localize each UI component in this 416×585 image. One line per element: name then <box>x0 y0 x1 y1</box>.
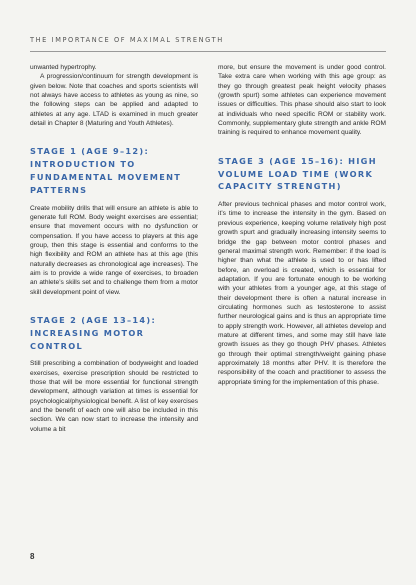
paragraph-progression: A progression/continuum for strength development is given below. Note that coaches and sports scientists will not always have access to athletes as young as nine, so the following steps can be applied and adapted to athletes at any age. LTAD is examined in much greater detail in Chapter 8 (Maturing and Youth Athletes). <box>30 73 198 128</box>
paragraph-intro-continued: unwanted hypertrophy. <box>30 64 97 71</box>
stage-3-body: After previous technical phases and motor control work, it’s time to increase the intensity in the gym. Based on previous experience, keeping volume relatively high post growth spurt and gradually increasing intensity seems to bridge the gap between motor control phases and general maximal strength work. Remember: if the load is higher than what the athlete is used to or has lifted before, an overload is created, which is essential for adaptation. If you are fortunate enough to be working with your athletes from a younger age, at this stage of their development there is often a natural increase in circulating hormones such as testosterone to assist further neurological gains and is thus an appropriate time to apply strength work. However, all athletes develop and mature at different times, and some may still have late growth issues as they go though PHV phases. Athletes go through their optimal strength/weight gaining phase approximately 18 months after PHV. It is therefore the responsibility of the coach and practitioner to assess the appropriate timing for the implementation of this phase. <box>218 201 386 386</box>
stage-1-heading: STAGE 1 (AGE 9–12): INTRODUCTION TO FUNDAMENTAL MOVEMENT PATTERNS <box>30 146 182 195</box>
left-column <box>30 63 198 434</box>
paragraph-stage-2-continued: more, but ensure the movement is under good control. Take extra care when working with this age group: as they go through greatest peak height velocity phases (growth spurt) some athletes can experience movement issues or difficulties. This phase should also start to look at individuals who need specific ROM or stability work. Commonly, supplementary glute strength and ankle ROM training is required to enhance movement quality. <box>218 64 386 137</box>
page-number: 8 <box>30 552 35 561</box>
stage-3-heading: STAGE 3 (AGE 15–16): HIGH VOLUME LOAD TIME (WORK CAPACITY STRENGTH) <box>218 155 377 192</box>
stage-2-body: Still prescribing a combination of bodyweight and loaded exercises, exercise prescription should be restricted to those that will be more essential for functional strength development, although variation at times is essential for psychological/physiological benefit. A list of key exercises and the benefit of each one will also be included in this section. We can now start to increase the intensity and volume a bit <box>30 360 198 433</box>
stage-1-body: Create mobility drills that will ensure an athlete is able to generate full ROM. Body weight exercises are essential; ensure that movement occurs with no dysfunction or compensation. If you have access to players at this age group, then this stage is essential and conforms to the high flexibility and ROM an athlete has at this age (this naturally decreases as chronological age increases). The aim is to provide a wide range of exercises, to broaden an athlete’s skills set and to challenge them from a motor skill development point of view. <box>30 204 198 296</box>
right-column <box>218 63 386 387</box>
header-rule <box>30 51 386 52</box>
stage-2-heading: STAGE 2 (AGE 13–14): INCREASING MOTOR CONTROL <box>30 315 157 351</box>
running-head: THE IMPORTANCE OF MAXIMAL STRENGTH <box>30 36 224 44</box>
